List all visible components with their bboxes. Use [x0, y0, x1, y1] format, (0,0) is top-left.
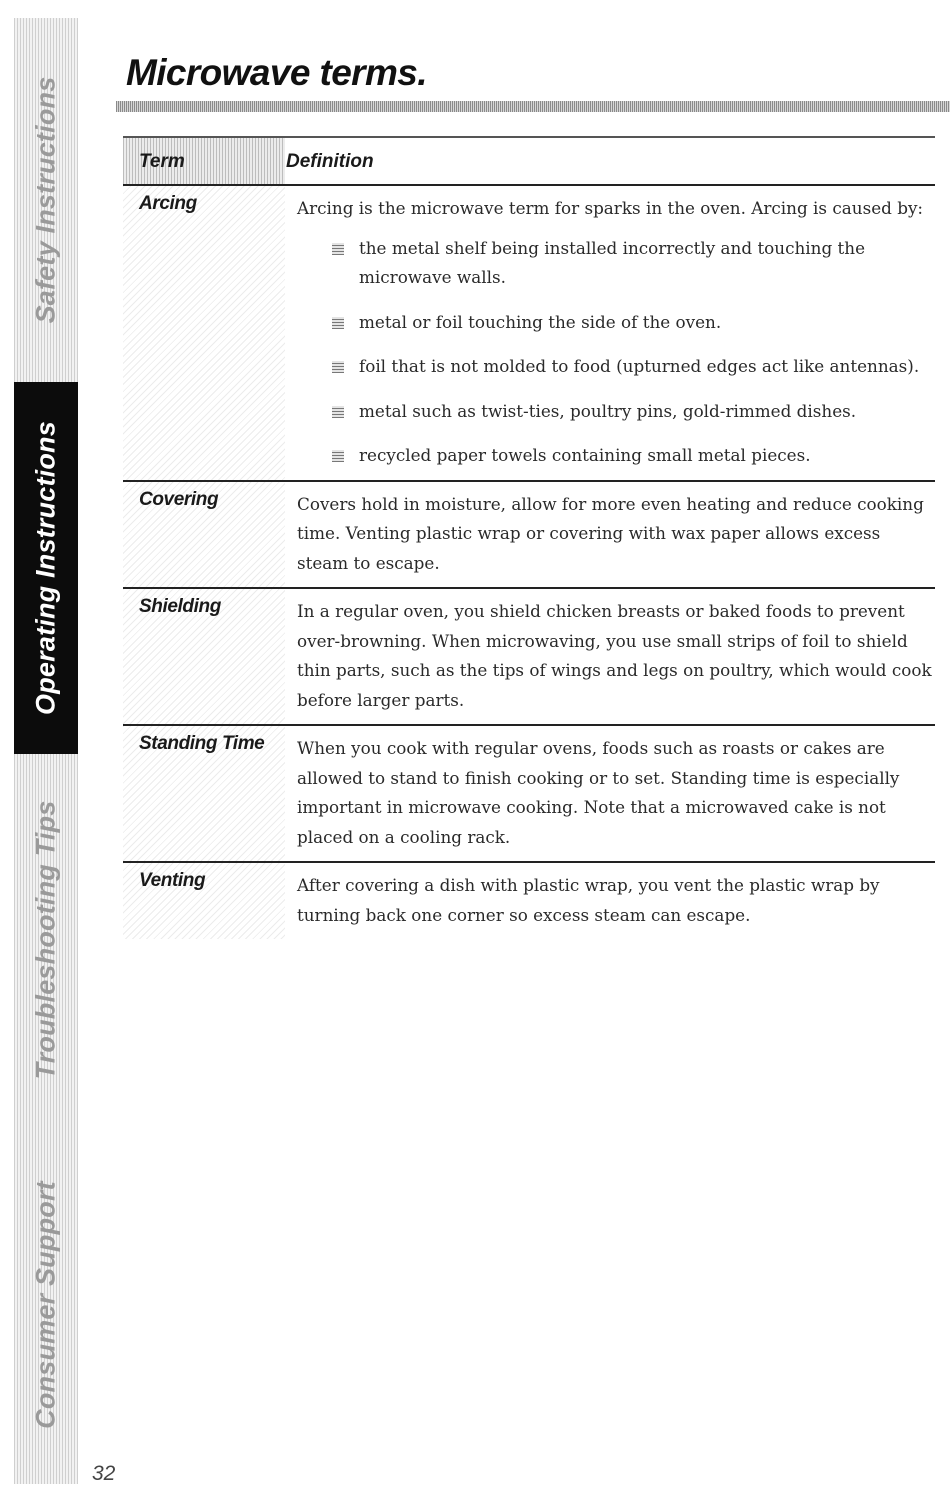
list-item-text: metal or foil touching the side of the oven. [359, 311, 722, 332]
bullet-square-icon [332, 317, 344, 329]
definition-cell [297, 186, 935, 480]
term-label: Standing Time [139, 733, 265, 754]
bullet-square-icon [332, 361, 344, 373]
definition-cell [297, 863, 935, 939]
definition-cell [297, 482, 935, 588]
term-cell [123, 186, 285, 480]
list-item [297, 397, 935, 427]
term-header-label: Term [139, 151, 185, 172]
definition-text: In a regular oven, you shield chicken breasts or baked foods to prevent over-browning. When microwaving, you use small strips of foil to shield thin parts, such as the tips of wings and legs on poultry, which would cook before larger parts. [297, 601, 932, 710]
definition-text: Covers hold in moisture, allow for more even heating and reduce cooking time. Venting plastic wrap or covering with wax paper allows excess steam to escape. [297, 493, 924, 573]
term-cell [123, 482, 285, 588]
bullet-square-icon [332, 406, 344, 418]
term-label: Shielding [139, 596, 221, 617]
definition-text: Arcing is the microwave term for sparks in the oven. Arcing is caused by: [297, 198, 924, 218]
page-title: Microwave terms. [126, 52, 427, 93]
side-tab-navigation [14, 18, 78, 1484]
term-label: Arcing [139, 193, 197, 214]
term-column-header [123, 138, 285, 184]
list-item-text: recycled paper towels containing small metal pieces. [359, 445, 811, 465]
table-row-venting [123, 863, 935, 939]
table-header [123, 136, 935, 186]
table-row-arcing [123, 186, 935, 482]
tab-troubleshooting-tips[interactable] [14, 754, 78, 1128]
list-item [297, 308, 935, 338]
definition-text: When you cook with regular ovens, foods such as roasts or cakes are allowed to stand to finish cooking or to set. Standing time is especially important in microwave cooking. Note that a microwaved cake is not placed on a cooling rack. [297, 738, 900, 847]
list-item [297, 234, 935, 293]
tab-label: Consumer Support [30, 1181, 61, 1429]
list-item-text: foil that is not molded to food (upturned edges act like antennas). [359, 356, 920, 376]
list-item-text: metal such as twist-ties, poultry pins, gold-rimmed dishes. [359, 400, 857, 421]
tab-operating-instructions[interactable] [14, 382, 78, 756]
page-number: 32 [92, 1462, 116, 1485]
table-row-shielding [123, 589, 935, 726]
tab-consumer-support[interactable] [14, 1126, 78, 1486]
bullet-square-icon [332, 243, 344, 255]
tab-label: Safety Instructions [30, 76, 61, 324]
term-cell [123, 589, 285, 724]
table-row-covering [123, 482, 935, 590]
terms-table [123, 136, 935, 939]
arcing-causes-list [297, 234, 935, 471]
term-label: Covering [139, 488, 219, 510]
term-cell [123, 726, 285, 861]
tab-label: Troubleshooting Tips [30, 800, 61, 1080]
definition-cell [297, 589, 935, 724]
bullet-square-icon [332, 450, 344, 462]
list-item-text: the metal shelf being installed incorrectly and touching the microwave walls. [359, 237, 866, 287]
term-cell [123, 863, 285, 939]
definition-header-label: Definition [286, 151, 374, 172]
list-item [297, 352, 935, 382]
term-label: Venting [139, 870, 206, 891]
title-rule-divider [116, 101, 950, 112]
definition-text: After covering a dish with plastic wrap, you vent the plastic wrap by turning back one corner so excess steam can escape. [297, 875, 880, 925]
list-item [297, 441, 935, 471]
tab-safety-instructions[interactable] [14, 18, 78, 384]
definition-cell [297, 726, 935, 861]
table-row-standing-time [123, 726, 935, 863]
tab-label: Operating Instructions [30, 421, 61, 715]
